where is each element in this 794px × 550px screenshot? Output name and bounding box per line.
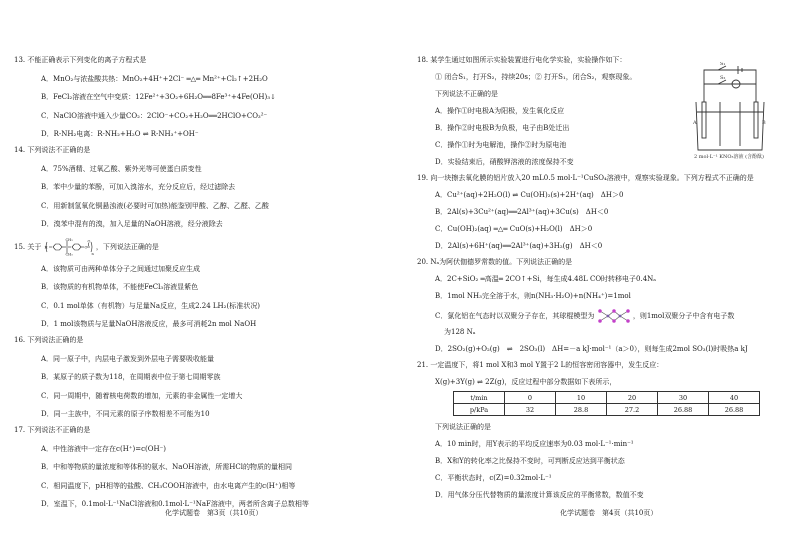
- table-cell: 32: [505, 404, 556, 416]
- table-cell: 27.2: [607, 404, 658, 416]
- option-c: C．0.1 mol单体（有机物）与足量Na反应，生成2.24 LH₂(标准状况): [41, 301, 260, 310]
- option-c: C．相同温度下，pH相等的盐酸、CH₃COOH溶液中，由水电离产生的c(H⁺)相等: [41, 481, 296, 490]
- apparatus-label: 2 mol·L⁻¹ KNO₃溶液 (含酚酞): [694, 154, 764, 160]
- option-c-text: C．氯化铝在气态时以双聚分子存在，其球棍模型为: [435, 312, 595, 320]
- question-title: 13. 不能正确表示下列变化的离子方程式是: [14, 56, 147, 64]
- al2cl6-ball-stick-figure: [597, 308, 631, 324]
- question-title: 19. 向一块擦去氧化膜的铝片放入20 mL0.5 mol·L⁻¹CuSO₄溶液中，观察实验现象。下列方程式不正确的是: [417, 174, 754, 182]
- table-cell: 28.8: [556, 404, 607, 416]
- option-c: C．操作①时为电解池，操作②时为原电池: [435, 141, 567, 149]
- question-title: 20. Nₐ为阿伏伽德罗常数的值。下列说法正确的是: [417, 258, 573, 266]
- option-d: D．2Al(s)+6H⁺(aq)══2Al³⁺(aq)+3H₂(g) ΔH＜0: [435, 242, 603, 250]
- option-d: D．实验结束后，硝酸钾溶液的浓度保持不变: [435, 158, 574, 166]
- option-d: D．溴苯中混有的溴，加入足量的NaOH溶液，经分液除去: [41, 220, 223, 228]
- option-c: [417, 308, 789, 324]
- question-prompt: 下列说法正确的是: [435, 423, 491, 431]
- svg-text:CH₃: CH₃: [65, 238, 73, 242]
- option-b: B．苯中少量的苯酚，可加入溴溶水，充分反应后，经过滤除去: [41, 183, 236, 191]
- option-a: A．75%酒精、过氧乙酸、紫外光等可使蛋白质变性: [41, 164, 202, 173]
- table-cell: 26.88: [709, 404, 760, 416]
- question-17: [14, 425, 388, 510]
- option-d: D．室温下，0.1mol·L⁻¹NaCl溶液和0.1mol·L⁻¹NaF溶液中，两者所含离子总数相等: [41, 500, 309, 508]
- option-c: C．NaClO溶液中通入少量CO₂：2ClO⁻+CO₂+H₂O══2HClO+CO₃²⁻: [41, 111, 268, 120]
- table-cell: t/min: [454, 392, 505, 404]
- question-title-end: ，下列说法正确的是: [95, 243, 159, 251]
- option-d: D．用气体分压代替物质的量浓度计算该反应的平衡常数，数值不变: [435, 491, 644, 499]
- option-a: A．该物质可由两种单体分子之间通过加聚反应生成: [41, 264, 201, 273]
- option-b: B．该物质的有机物单体，不能使FeCl₃溶液显紫色: [41, 283, 199, 291]
- pressure-table: [453, 391, 760, 416]
- option-b: B．操作②时电极B为负极，电子由B处迁出: [435, 124, 570, 132]
- svg-text:O: O: [87, 239, 90, 244]
- table-cell: 20: [607, 392, 658, 404]
- svg-text:A: A: [693, 120, 697, 126]
- svg-text:n: n: [91, 252, 94, 256]
- option-c: C．Cu(OH)₂(aq) ═△═ CuO(s)+H₂O(l) ΔH＞0: [435, 225, 593, 233]
- option-a: A．2C+SiO₂ ═高温═ 2CO↑+Si，每生成4.48L CO时转移电子0.4Nₐ: [435, 275, 657, 283]
- left-column: [14, 50, 388, 510]
- question-title: 16. 下列说法正确的是: [14, 336, 84, 344]
- question-title: 17. 下列说法不正确的是: [14, 426, 91, 434]
- option-b: B．FeCl₂溶液在空气中变质：12Fe²⁺+3O₂+6H₂O══8Fe³⁺+4Fe(OH)₃↓: [41, 93, 276, 101]
- reaction-equation: X(g)+3Y(g) ⇌ 2Z(g)，反应过程中部分数据如下表所示，: [435, 378, 617, 386]
- table-header-row: [454, 392, 760, 404]
- option-d: D．1 mol该物质与足量NaOH溶液反应，最多可消耗2n mol NaOH: [41, 320, 257, 328]
- option-c: C．用新制氢氧化铜悬浊液(必要时可加热)能鉴别甲酸、乙醇、乙醛、乙酸: [41, 201, 269, 210]
- question-16: [14, 335, 388, 420]
- electrochemical-apparatus-figure: [690, 62, 770, 162]
- question-title: 18. 某学生通过如图所示实验装置进行电化学实验，实验操作如下：: [417, 56, 627, 64]
- question-15: [14, 238, 388, 330]
- option-a: A．中性溶液中一定存在c(H⁺)=c(OH⁻): [41, 444, 167, 453]
- svg-text:O: O: [84, 245, 87, 250]
- table-cell: 26.88: [658, 404, 709, 416]
- table-cell: 40: [709, 392, 760, 404]
- question-prompt: 下列说法不正确的是: [435, 90, 498, 98]
- option-c-continuation: 为128 Nₐ: [444, 328, 476, 336]
- question-19: [417, 173, 789, 252]
- question-20: [417, 257, 789, 355]
- option-a: A．同一原子中，内层电子激发到外层电子需要吸收能量: [41, 354, 215, 363]
- table-cell: 30: [658, 392, 709, 404]
- option-b: B．X和Y的转化率之比保持不变时，可判断反应达到平衡状态: [435, 457, 625, 465]
- option-c-text-cont: ，则1mol双聚分子中含有电子数: [632, 312, 735, 320]
- option-a: A．MnO₂与浓盐酸共热：MnO₂+4H⁺+2Cl⁻ ═△═ Mn²⁺+Cl₂↑+2H₂O: [41, 74, 268, 83]
- page-footer: 化学试题卷 第4页（共10页）: [560, 509, 658, 517]
- polycarbonate-structure-figure: [44, 238, 94, 256]
- option-c: C．同一周期中，随着核电荷数的增加，元素的非金属性一定增大: [41, 391, 243, 400]
- option-b: B．中和等物质的量浓度和等体积的氨水、NaOH溶液，所需HCl的物质的量相同: [41, 463, 292, 471]
- option-b: B．2Al(s)+3Cu²⁺(aq)══2Al³⁺(aq)+3Cu(s) ΔH＜0: [435, 208, 609, 216]
- question-title: 14. 下列说法不正确的是: [14, 146, 91, 154]
- operation-steps: ① 闭合S₁，打开S₂，持续20s；② 打开S₁，闭合S₂，观察现象。: [435, 73, 637, 81]
- option-b: B．某原子的质子数为118，在周期表中位于第七周期零族: [41, 373, 221, 381]
- table-cell: 0: [505, 392, 556, 404]
- question-13: [14, 55, 388, 140]
- svg-text:S₂: S₂: [720, 75, 726, 81]
- question-title: [14, 238, 388, 256]
- option-d: D．2SO₂(g)+O₂(g) ⇌ 2SO₃(l) ΔH=－a kJ·mol⁻¹（a＞0），则每生成2mol SO₃(l)时吸热a kJ: [435, 345, 748, 353]
- svg-text:H: H: [44, 245, 48, 250]
- question-21: [417, 360, 789, 501]
- svg-text:B: B: [762, 120, 766, 126]
- question-14: [14, 145, 388, 230]
- option-d: D．同一主族中，不同元素的原子序数相差不可能为10: [41, 410, 210, 418]
- page-footer: 化学试题卷 第3页（共10页）: [165, 509, 263, 517]
- svg-text:S₁: S₁: [720, 62, 726, 67]
- option-c: C．平衡状态时，c(Z)=0.32mol·L⁻¹: [435, 474, 552, 482]
- option-a: A．Cu²⁺(aq)+2H₂O(l) ⇌ Cu(OH)₂(s)+2H⁺(aq) ΔH＞0: [435, 191, 624, 199]
- table-cell: p/kPa: [454, 404, 505, 416]
- table-cell: 10: [556, 392, 607, 404]
- table-row: [454, 404, 760, 416]
- option-d: D．R-NH₂电离：R-NH₂+H₂O ⇌ R-NH₃⁺+OH⁻: [41, 130, 199, 138]
- option-a: A．操作①时电极A为阳极，发生氧化反应: [435, 107, 565, 115]
- question-title: 21. 一定温度下，将1 mol X和3 mol Y置于2 L的恒容密闭容器中，发生反应：: [417, 361, 664, 369]
- question-title-start: 15. 关于: [14, 243, 42, 251]
- option-b: B．1mol NH₃完全溶于水，则n(NH₃·H₂O)+n(NH₄⁺)=1mol: [435, 292, 631, 300]
- svg-text:CH₃: CH₃: [65, 252, 73, 256]
- option-a: A．10 min时，用Y表示的平均反应速率为0.03 mol·L⁻¹·min⁻¹: [435, 440, 634, 448]
